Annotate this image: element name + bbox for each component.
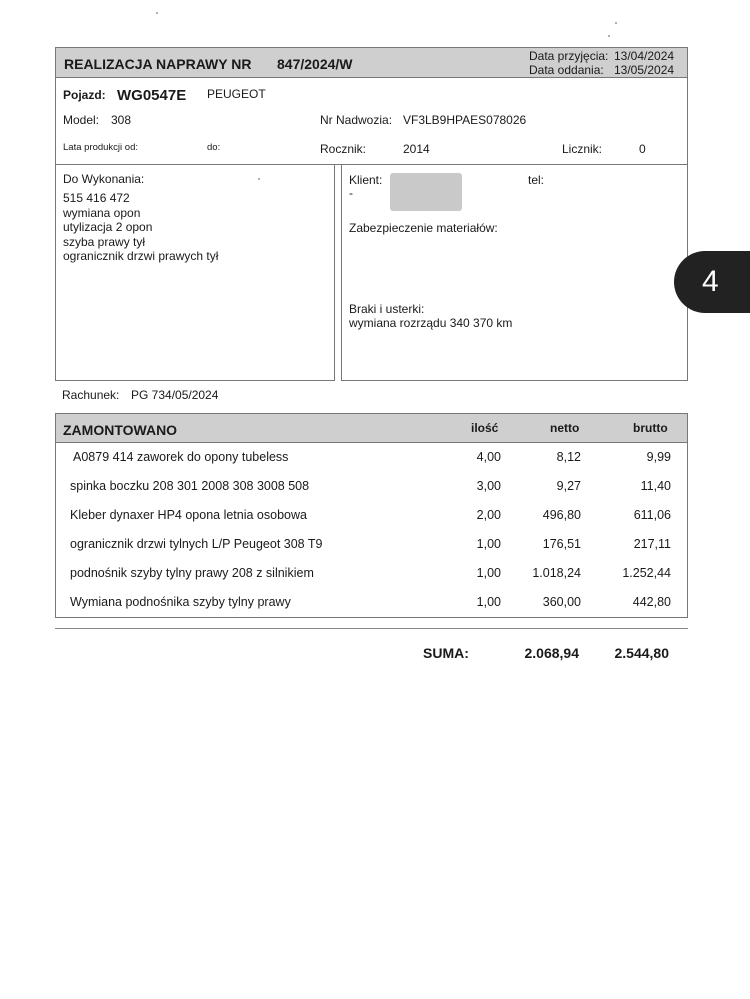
work-line: utylizacja 2 opon bbox=[63, 220, 153, 234]
order-title: REALIZACJA NAPRAWY NR bbox=[64, 56, 252, 72]
work-list bbox=[63, 191, 218, 264]
work-line: wymiana opon bbox=[63, 205, 141, 220]
client-box bbox=[341, 164, 688, 381]
tel-label: tel: bbox=[528, 173, 545, 187]
counter-value: 0 bbox=[639, 142, 646, 156]
part-gross: 11,40 bbox=[640, 479, 671, 493]
part-name: Kleber dynaxer HP4 opona letnia osobowa bbox=[70, 508, 307, 522]
part-name: ogranicznik drzwi tylnych L/P Peugeot 308 T9 bbox=[70, 537, 323, 551]
work-box bbox=[55, 164, 335, 381]
part-qty: 4,00 bbox=[476, 450, 501, 464]
work-title: Do Wykonania: bbox=[63, 172, 145, 186]
part-gross: 611,06 bbox=[633, 508, 671, 522]
part-net: 1.018,24 bbox=[532, 566, 581, 580]
received-label: Data przyjęcia: bbox=[529, 49, 609, 63]
work-line: 515 416 472 bbox=[63, 191, 130, 205]
vehicle-label: Pojazd: bbox=[63, 88, 106, 102]
year-label: Rocznik: bbox=[320, 142, 367, 156]
work-line: ogranicznik drzwi prawych tył bbox=[63, 249, 219, 263]
scan-speck bbox=[608, 35, 610, 37]
work-line: szyba prawy tył bbox=[63, 234, 146, 249]
part-qty: 1,00 bbox=[476, 566, 501, 580]
col-gross-header: brutto bbox=[633, 421, 668, 435]
redacted-client-name bbox=[390, 173, 462, 211]
part-net: 496,80 bbox=[542, 508, 581, 522]
part-net: 8,12 bbox=[556, 450, 581, 464]
vin-label: Nr Nadwozia: bbox=[320, 113, 393, 127]
defects-label: Braki i usterki: bbox=[349, 302, 425, 316]
parts-title: ZAMONTOWANO bbox=[63, 422, 178, 438]
order-number: 847/2024/W bbox=[277, 56, 353, 72]
vehicle-make: PEUGEOT bbox=[207, 87, 266, 101]
col-net-header: netto bbox=[550, 421, 580, 435]
handover-label: Data oddania: bbox=[529, 63, 604, 77]
production-label: Lata produkcji od: bbox=[63, 142, 138, 153]
part-name: Wymiana podnośnika szyby tylny prawy bbox=[70, 595, 291, 609]
materials-label: Zabezpieczenie materiałów: bbox=[349, 221, 498, 235]
received-date: 13/04/2024 bbox=[614, 49, 675, 63]
part-gross: 217,11 bbox=[633, 537, 671, 551]
part-name: A0879 414 zaworek do opony tubeless bbox=[73, 450, 289, 464]
client-label: Klient: bbox=[349, 173, 383, 187]
vehicle-plate: WG0547E bbox=[117, 87, 187, 104]
model-label: Model: bbox=[63, 113, 100, 127]
part-name: podnośnik szyby tylny prawy 208 z silnikiem bbox=[70, 566, 314, 580]
parts-table bbox=[55, 442, 688, 618]
sum-divider bbox=[55, 628, 688, 629]
vehicle-info bbox=[55, 77, 688, 165]
year-value: 2014 bbox=[403, 142, 430, 156]
part-qty: 1,00 bbox=[476, 537, 501, 551]
part-gross: 442,80 bbox=[632, 595, 671, 609]
part-net: 9,27 bbox=[556, 479, 581, 493]
defects-text: wymiana rozrządu 340 370 km bbox=[349, 316, 513, 330]
part-name: spinka boczku 208 301 2008 308 3008 508 bbox=[70, 479, 310, 493]
invoice-value: PG 734/05/2024 bbox=[131, 388, 219, 402]
page-number-tab: 4 bbox=[674, 251, 750, 313]
part-gross: 1.252,44 bbox=[622, 566, 671, 580]
part-net: 176,51 bbox=[542, 537, 581, 551]
sum-net: 2.068,94 bbox=[524, 645, 579, 661]
handover-date: 13/05/2024 bbox=[614, 63, 675, 77]
part-gross: 9,99 bbox=[646, 450, 671, 464]
scan-speck bbox=[156, 12, 158, 14]
counter-label: Licznik: bbox=[562, 142, 603, 156]
part-qty: 2,00 bbox=[476, 508, 501, 522]
client-dash: - bbox=[349, 186, 353, 200]
order-header bbox=[55, 47, 688, 78]
scan-speck bbox=[615, 22, 617, 24]
col-qty-header: ilość bbox=[471, 421, 499, 435]
sum-gross: 2.544,80 bbox=[614, 645, 669, 661]
invoice-label: Rachunek: bbox=[62, 388, 120, 402]
part-qty: 3,00 bbox=[476, 479, 501, 493]
parts-header bbox=[55, 413, 688, 443]
model-value: 308 bbox=[111, 113, 132, 127]
production-to-label: do: bbox=[207, 142, 221, 153]
vin-value: VF3LB9HPAES078026 bbox=[403, 113, 527, 127]
sum-label: SUMA: bbox=[423, 645, 469, 661]
part-net: 360,00 bbox=[542, 595, 581, 609]
part-qty: 1,00 bbox=[476, 595, 501, 609]
